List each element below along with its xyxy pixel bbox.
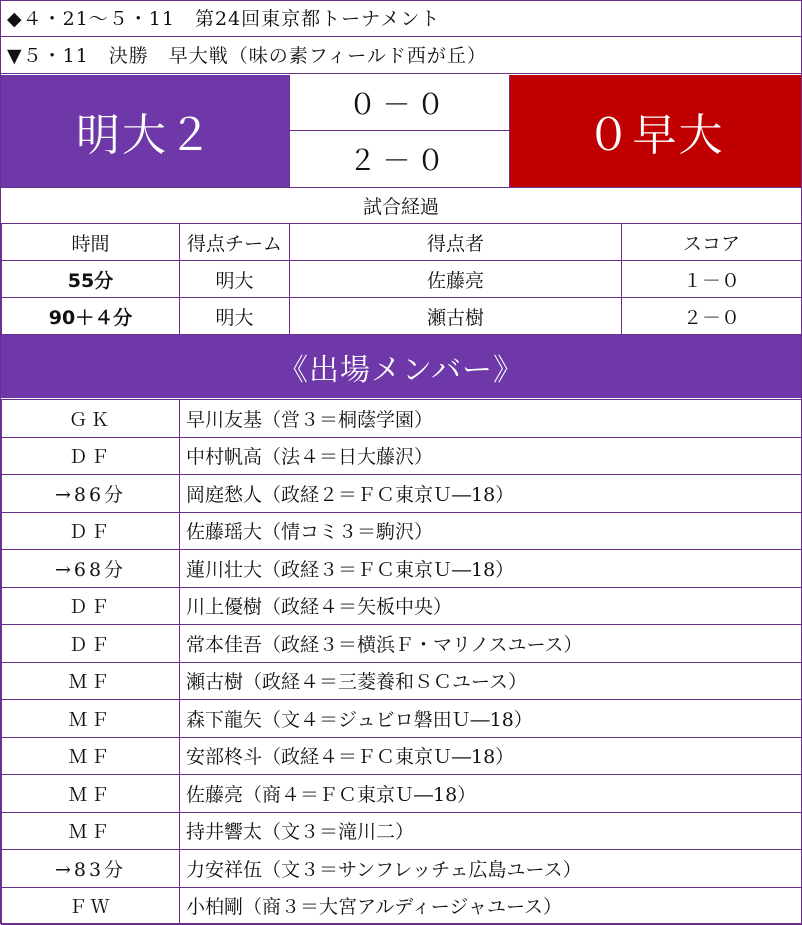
table-row: [2, 850, 802, 888]
table-row: [2, 512, 802, 550]
table-row: [2, 812, 802, 850]
member-position: ＤＦ: [2, 437, 180, 475]
column-header-time: 時間: [2, 224, 180, 261]
members-title: 《出場メンバー》: [1, 335, 801, 398]
table-row: [2, 298, 802, 335]
member-name: 岡庭愁人（政経２＝ＦＣ東京Ｕ―18）: [180, 475, 802, 513]
table-row: [2, 475, 802, 513]
column-header-score: スコア: [622, 224, 802, 261]
tournament-line: ◆４・21～５・11 第24回東京都トーナメント: [1, 1, 801, 37]
table-row: [2, 261, 802, 298]
member-name: 中村帆高（法４＝日大藤沢）: [180, 437, 802, 475]
member-name: 持井響太（文３＝滝川二）: [180, 812, 802, 850]
first-half-score: ０－０: [290, 75, 509, 131]
goals-header-row: [2, 224, 802, 261]
member-name: 安部柊斗（政経４＝ＦＣ東京Ｕ―18）: [180, 737, 802, 775]
table-row: [2, 400, 802, 438]
member-position: ＤＦ: [2, 512, 180, 550]
goal-team: 明大: [180, 298, 290, 335]
member-name: 小柏剛（商３＝大宮アルディージャユース）: [180, 887, 802, 925]
member-position: ＭＦ: [2, 700, 180, 738]
table-row: [2, 437, 802, 475]
goal-time: 55分: [2, 261, 180, 298]
table-row: [2, 587, 802, 625]
home-team-score: 明大２: [1, 75, 289, 187]
member-name: 瀬古樹（政経４＝三菱養和ＳＣユース）: [180, 662, 802, 700]
member-name: 佐藤瑶大（情コミ３＝駒沢）: [180, 512, 802, 550]
goals-table: [1, 223, 802, 335]
member-name: 常本佳吾（政経３＝横浜Ｆ・マリノスユース）: [180, 625, 802, 663]
members-table: [1, 399, 802, 925]
table-row: [2, 887, 802, 925]
goal-score: ２－０: [622, 298, 802, 335]
member-position: ＭＦ: [2, 737, 180, 775]
member-position: ＤＦ: [2, 587, 180, 625]
column-header-scorer: 得点者: [290, 224, 622, 261]
table-row: [2, 700, 802, 738]
goal-score: １－０: [622, 261, 802, 298]
table-row: [2, 737, 802, 775]
goal-scorer: 佐藤亮: [290, 261, 622, 298]
member-name: 川上優樹（政経４＝矢板中央）: [180, 587, 802, 625]
member-position: →86分: [2, 475, 180, 513]
member-position: ＭＦ: [2, 662, 180, 700]
column-header-team: 得点チーム: [180, 224, 290, 261]
member-position: →68分: [2, 550, 180, 588]
progress-title: 試合経過: [1, 187, 801, 224]
member-name: 力安祥伍（文３＝サンフレッチェ広島ユース）: [180, 850, 802, 888]
member-name: 佐藤亮（商４＝ＦＣ東京Ｕ―18）: [180, 775, 802, 813]
table-row: [2, 662, 802, 700]
goal-time: 90＋４分: [2, 298, 180, 335]
table-row: [2, 775, 802, 813]
member-name: 森下龍矢（文４＝ジュビロ磐田Ｕ―18）: [180, 700, 802, 738]
member-name: 蓮川壮大（政経３＝ＦＣ東京Ｕ―18）: [180, 550, 802, 588]
member-position: ＭＦ: [2, 812, 180, 850]
goal-team: 明大: [180, 261, 290, 298]
goal-scorer: 瀬古樹: [290, 298, 622, 335]
match-line: ▼５・11 決勝 早大戦（味の素フィールド西が丘）: [1, 38, 801, 74]
second-half-score: ２－０: [290, 131, 509, 186]
member-position: ＦＷ: [2, 887, 180, 925]
member-position: ＤＦ: [2, 625, 180, 663]
member-position: ＭＦ: [2, 775, 180, 813]
member-position: →83分: [2, 850, 180, 888]
score-band: [1, 75, 801, 188]
table-row: [2, 625, 802, 663]
away-team-score: ０早大: [510, 75, 801, 187]
member-name: 早川友基（営３＝桐蔭学園）: [180, 400, 802, 438]
table-row: [2, 550, 802, 588]
member-position: ＧＫ: [2, 400, 180, 438]
